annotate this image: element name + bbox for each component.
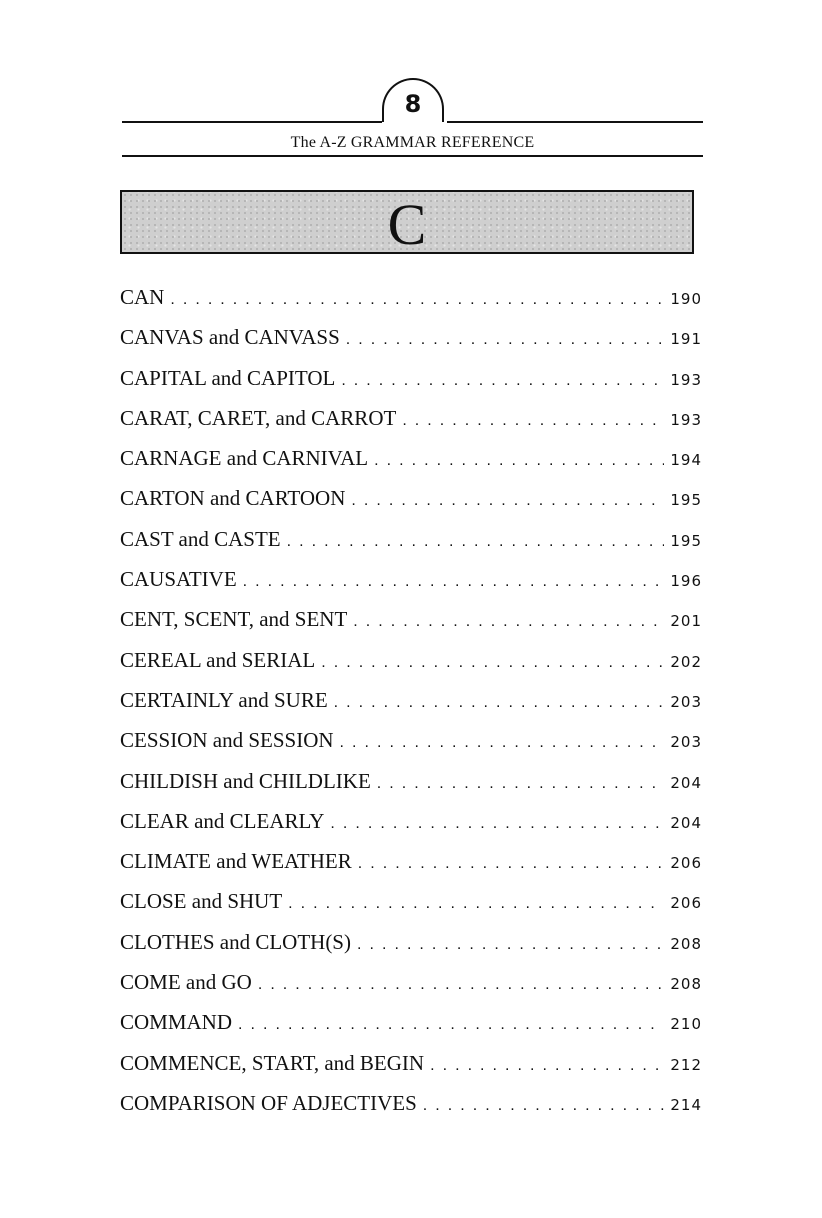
toc-entry-title: CAST and CASTE xyxy=(120,526,281,551)
toc-entry xyxy=(120,1010,702,1050)
toc-entry-page: 193 xyxy=(670,410,702,429)
toc-entry xyxy=(120,1091,702,1131)
dot-leader xyxy=(357,936,664,954)
toc-entry-page: 212 xyxy=(670,1055,702,1074)
page-header xyxy=(0,0,822,160)
toc-entry xyxy=(120,930,702,970)
header-rule-right xyxy=(447,121,703,123)
toc-entry-page: 201 xyxy=(670,612,702,631)
toc-entry-page: 203 xyxy=(670,692,702,711)
toc-entry-page: 206 xyxy=(670,894,702,913)
toc-entry-page: 208 xyxy=(670,975,702,994)
toc-entry-page: 190 xyxy=(670,290,702,308)
header-rule-left xyxy=(122,121,382,123)
toc-entry xyxy=(120,648,702,688)
toc-entry xyxy=(120,285,702,325)
dot-leader xyxy=(346,331,665,349)
toc-entry xyxy=(120,486,702,526)
toc-entry-title: CARAT, CARET, and CARROT xyxy=(120,405,397,430)
toc-entry-title: CAN xyxy=(120,285,165,309)
toc-entry xyxy=(120,325,702,365)
table-of-contents xyxy=(120,285,702,1131)
dot-leader xyxy=(288,895,664,913)
toc-entry-title: CLEAR and CLEARLY xyxy=(120,808,325,833)
toc-entry xyxy=(120,567,702,607)
toc-entry-title: COMMAND xyxy=(120,1010,233,1035)
toc-entry-page: 195 xyxy=(670,531,702,550)
toc-entry-page: 214 xyxy=(670,1095,702,1114)
dot-leader xyxy=(353,613,664,631)
section-letter-banner xyxy=(120,190,694,257)
toc-entry-page: 204 xyxy=(670,813,702,832)
toc-entry-page: 204 xyxy=(670,773,702,792)
dot-leader xyxy=(402,412,664,430)
toc-entry-title: CLIMATE and WEATHER xyxy=(120,849,352,874)
dot-leader xyxy=(341,372,664,390)
dot-leader xyxy=(287,533,665,551)
dot-leader xyxy=(258,976,665,994)
toc-entry xyxy=(120,849,702,889)
toc-entry-page: 203 xyxy=(670,733,702,752)
dot-leader xyxy=(340,734,665,752)
toc-entry-title: CARTON and CARTOON xyxy=(120,486,346,511)
dot-leader xyxy=(321,654,664,672)
dot-leader xyxy=(351,492,664,510)
toc-entry xyxy=(120,889,702,929)
dot-leader xyxy=(423,1097,665,1115)
toc-entry xyxy=(120,1051,702,1091)
toc-entry-title: CERTAINLY and SURE xyxy=(120,687,328,712)
dot-leader xyxy=(358,855,665,873)
toc-entry-title: CLOTHES and CLOTH(S) xyxy=(120,929,351,954)
toc-entry xyxy=(120,366,702,406)
toc-entry-page: 193 xyxy=(670,370,702,389)
toc-entry-title: COME and GO xyxy=(120,970,252,995)
toc-entry-title: COMMENCE, START, and BEGIN xyxy=(120,1050,425,1075)
toc-entry-page: 208 xyxy=(670,934,702,953)
header-rule-bottom xyxy=(122,155,703,157)
toc-entry-title: CESSION and SESSION xyxy=(120,728,334,753)
dot-leader xyxy=(377,775,665,793)
toc-entry xyxy=(120,688,702,728)
toc-entry-page: 195 xyxy=(670,491,702,510)
toc-entry xyxy=(120,970,702,1010)
toc-entry xyxy=(120,527,702,567)
toc-entry xyxy=(120,809,702,849)
toc-entry-title: CAPITAL and CAPITOL xyxy=(120,365,336,390)
toc-entry-title: CANVAS and CANVASS xyxy=(120,325,340,350)
toc-entry-page: 202 xyxy=(670,652,702,671)
toc-entry-title: CHILDISH and CHILDLIKE xyxy=(120,768,371,793)
toc-entry xyxy=(120,728,702,768)
section-letter: C xyxy=(387,192,427,257)
toc-entry-title: CENT, SCENT, and SENT xyxy=(120,607,348,632)
toc-entry-title: CARNAGE and CARNIVAL xyxy=(120,446,369,471)
toc-entry xyxy=(120,607,702,647)
toc-entry xyxy=(120,446,702,486)
dot-leader xyxy=(170,291,664,309)
dot-leader xyxy=(243,573,665,591)
toc-entry-page: 191 xyxy=(670,330,702,349)
toc-entry-title: COMPARISON OF ADJECTIVES xyxy=(120,1090,417,1115)
toc-entry-page: 206 xyxy=(670,854,702,873)
dot-leader xyxy=(238,1016,664,1034)
toc-entry-page: 196 xyxy=(670,572,702,591)
toc-entry-title: CEREAL and SERIAL xyxy=(120,647,316,672)
toc-entry xyxy=(120,406,702,446)
dot-leader xyxy=(334,694,665,712)
dot-leader xyxy=(374,452,664,470)
dot-leader xyxy=(330,815,664,833)
book-title: The A-Z GRAMMAR REFERENCE xyxy=(290,134,535,151)
dot-leader xyxy=(430,1057,664,1075)
toc-entry-page: 210 xyxy=(670,1015,702,1034)
toc-entry-title: CLOSE and SHUT xyxy=(120,889,283,914)
toc-entry-page: 194 xyxy=(670,451,702,470)
toc-entry xyxy=(120,769,702,809)
page-number: 8 xyxy=(404,90,422,118)
toc-entry-title: CAUSATIVE xyxy=(120,567,237,592)
